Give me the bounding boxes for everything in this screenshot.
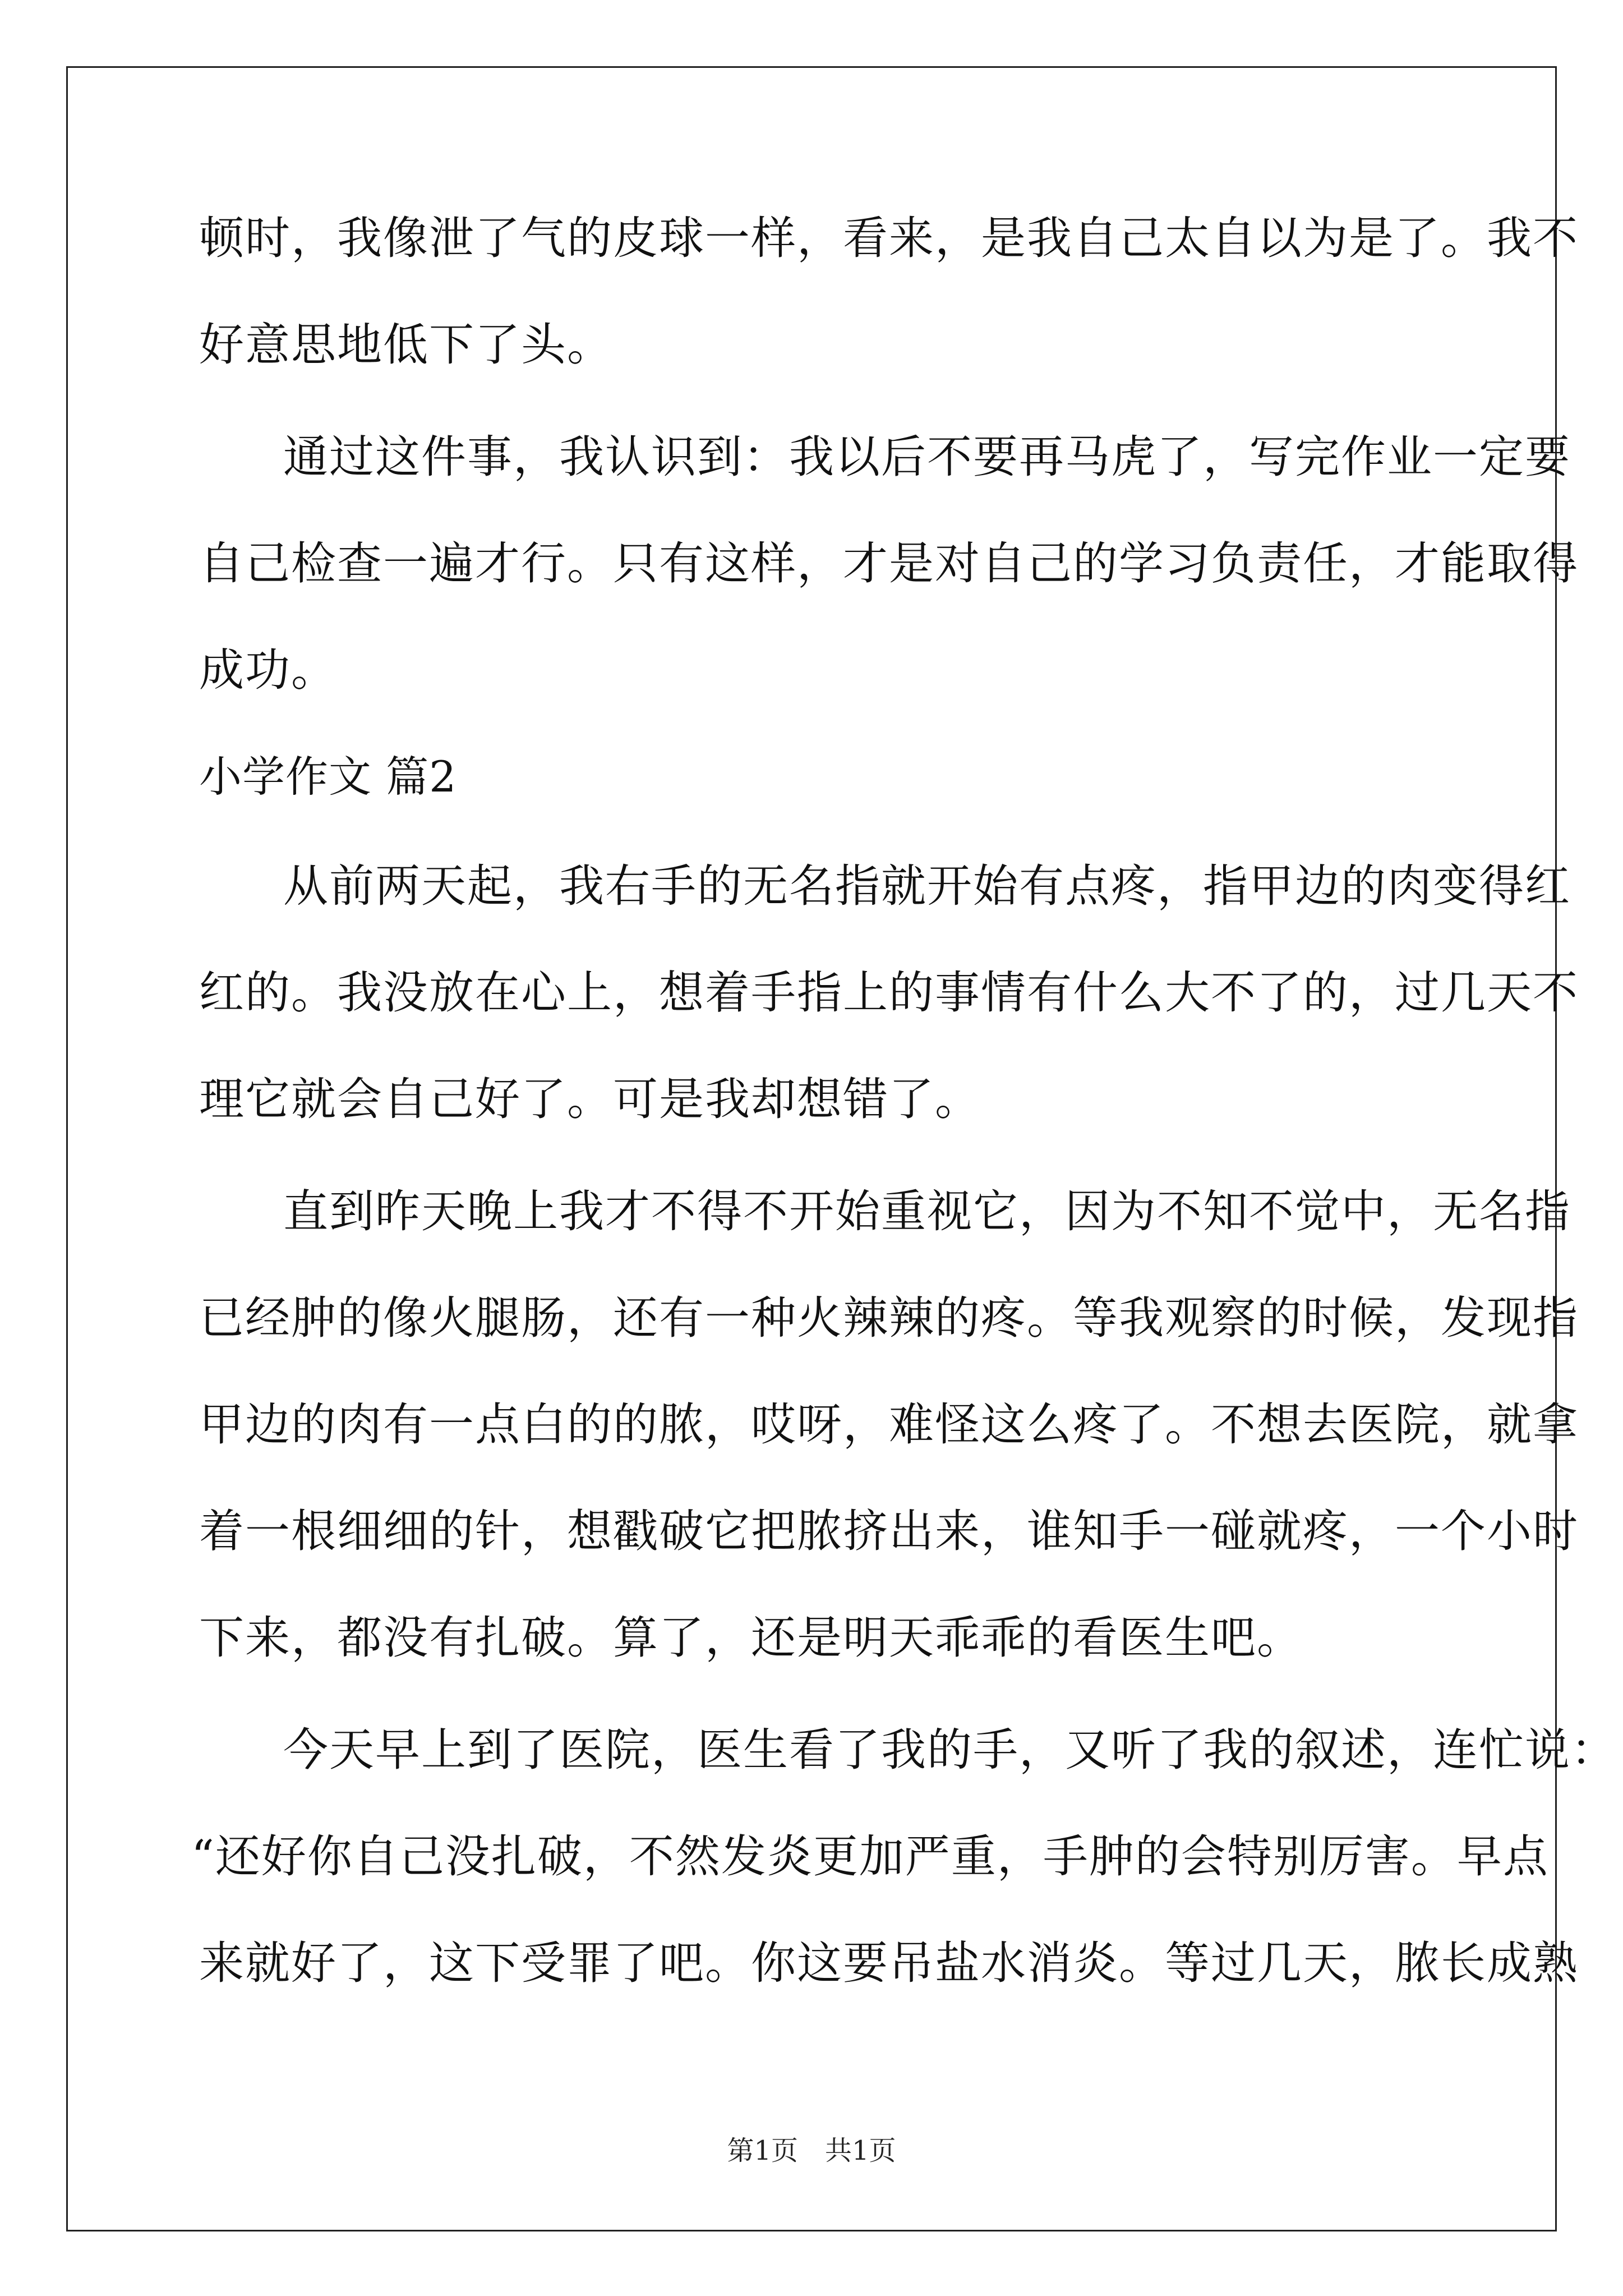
paragraph-line: 理它就会自己好了。可是我却想错了。 <box>199 1073 981 1125</box>
paragraph-line: 从前两天起，我右手的无名指就开始有点疼，指甲边的肉变得红 <box>283 860 1571 912</box>
paragraph-line: 直到昨天晚上我才不得不开始重视它，因为不知不觉中，无名指 <box>283 1185 1571 1237</box>
paragraph-line: 着一根细细的针，想戳破它把脓挤出来，谁知手一碰就疼，一个小时 <box>199 1505 1579 1557</box>
page-number: 第1页 共1页 <box>727 2135 896 2166</box>
section-heading: 小学作文 篇2 <box>199 752 457 802</box>
paragraph-line: 下来，都没有扎破。算了，还是明天乖乖的看医生吧。 <box>199 1612 1303 1664</box>
paragraph-line: 红的。我没放在心上，想着手指上的事情有什么大不了的，过几天不 <box>199 967 1579 1019</box>
paragraph-line: 好意思地低下了头。 <box>199 319 613 371</box>
paragraph-line: 来就好了，这下受罪了吧。你这要吊盐水消炎。等过几天，脓长成熟 <box>199 1937 1579 1989</box>
paragraph-line: 顿时，我像泄了气的皮球一样，看来，是我自己太自以为是了。我不 <box>199 212 1579 264</box>
page-frame <box>66 66 1557 2231</box>
paragraph-line: 自己检查一遍才行。只有这样，才是对自己的学习负责任，才能取得 <box>199 537 1579 590</box>
paragraph-line: 成功。 <box>199 644 337 696</box>
paragraph-line: 已经肿的像火腿肠，还有一种火辣辣的疼。等我观察的时候，发现指 <box>199 1292 1579 1344</box>
paragraph-line: 通过这件事，我认识到：我以后不要再马虎了，写完作业一定要 <box>283 431 1571 483</box>
paragraph-line: “还好你自己没扎破，不然发炎更加严重，手肿的会特别厉害。早点 <box>191 1830 1549 1883</box>
paragraph-line: 甲边的肉有一点白的的脓，哎呀，难怪这么疼了。不想去医院，就拿 <box>199 1398 1579 1451</box>
paragraph-line: 今天早上到了医院，医生看了我的手，又听了我的叙述，连忙说： <box>283 1724 1617 1776</box>
